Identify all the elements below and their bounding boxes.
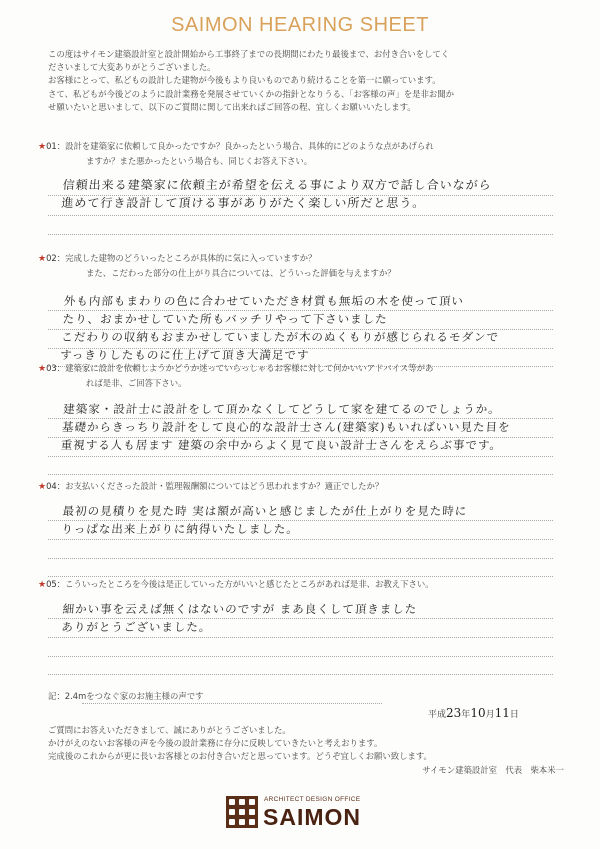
intro-line: お客様にとって、私どもの設計した建物が今後もより良いものであり続けることを第一に願っています。 bbox=[48, 75, 441, 86]
star-icon: ★ bbox=[38, 580, 47, 590]
answer-line: 信頼出来る建築家に依頼主が希望を伝える事により双方で話し合いながら bbox=[62, 178, 493, 192]
ruled-line bbox=[48, 539, 553, 540]
answer-line: こだわりの収納もおまかせしていましたが木のぬくもりが感じられるモダンで bbox=[60, 330, 500, 344]
ruled-line bbox=[48, 558, 553, 559]
date-field bbox=[428, 706, 519, 720]
date-day-label: 日 bbox=[509, 710, 519, 720]
date-day: 11 bbox=[494, 706, 510, 720]
date-month: 10 bbox=[470, 706, 486, 720]
answer-02 bbox=[59, 292, 564, 364]
star-icon: ★ bbox=[38, 142, 47, 152]
signature: サイモン建築設計室 代表 柴本米一 bbox=[422, 764, 564, 775]
answer-line: 進めて行き設計して頂ける事がありがたく楽しい所だと思う。 bbox=[60, 196, 426, 210]
intro-text bbox=[48, 48, 558, 114]
answer-line: 最初の見積りを見た時 実は額が高いと感じましたが仕上がりを見た時に bbox=[62, 504, 468, 518]
ruled-line bbox=[48, 474, 553, 475]
question-number: 02： bbox=[46, 253, 66, 263]
logo-subtitle: ARCHITECT DESIGN OFFICE bbox=[264, 796, 361, 803]
answer-line: 重視する人も居ます 建築の余中からよく見て良い設計士さんをえらぶ事です。 bbox=[60, 438, 503, 452]
ruled-line bbox=[48, 637, 553, 638]
star-icon: ★ bbox=[38, 482, 47, 492]
note-text: 記：2.4mをつなぐ家のお施主様の声です bbox=[48, 691, 204, 701]
answer-line: 細かい事を云えば無くはないのですが まあ良くして頂きました bbox=[62, 602, 418, 616]
intro-line: ださいまして大変ありがとうございました。 bbox=[48, 62, 216, 73]
answer-line: すっきりしたものに仕上げて頂き大満足です bbox=[59, 348, 310, 362]
question-01 bbox=[38, 140, 563, 168]
star-icon: ★ bbox=[38, 364, 47, 374]
question-text: 完成した建物のどういったところが具体的に気に入っていますか？ bbox=[65, 253, 317, 263]
question-text: 設計を建築家に依頼して良かったですか？良かったという場合、具体的にどのような点があげられ bbox=[65, 141, 434, 151]
date-year-label: 年 bbox=[461, 710, 471, 720]
date-era: 平成 bbox=[428, 710, 447, 720]
intro-line: せ願いたいと思いまして、以下のご質問に関して出来ればご回答の程、宜しくお願いいたします。 bbox=[48, 101, 416, 112]
ruled-line bbox=[82, 703, 382, 704]
question-number: 03： bbox=[46, 363, 66, 373]
answer-03 bbox=[60, 400, 564, 454]
closing-text bbox=[48, 724, 568, 777]
question-text: お支払いくださった設計・監理報酬額についてはどう思われますか？適正でしたか？ bbox=[65, 481, 384, 491]
intro-line: この度はサイモン建築設計室と設計開始から工事終了までの長期間にわたり最後まで、お付き合いをしてく bbox=[48, 49, 450, 59]
answer-line: りっぱな出来上がりに納得いたしました。 bbox=[60, 522, 300, 536]
page-title: SAIMON HEARING SHEET bbox=[171, 14, 429, 36]
saimon-logo bbox=[226, 790, 376, 836]
answer-line: 基礎からきっちり設計をして良心的な設計士さん(建築家)もいればいい見た目を bbox=[61, 420, 511, 434]
answer-line: 建築家・設計士に設計をして頂かなくしてどうして家を建てるのでしょうか。 bbox=[62, 402, 502, 416]
answer-line: ありがとうございました。 bbox=[60, 620, 212, 634]
question-02 bbox=[38, 252, 563, 280]
question-05 bbox=[38, 578, 563, 593]
question-number: 01： bbox=[46, 141, 66, 151]
closing-line: かけがえのないお客様の声を今後の設計業務に存分に反映していきたいと考えおります。 bbox=[48, 738, 383, 749]
date-year: 23 bbox=[446, 706, 462, 720]
question-number: 04： bbox=[46, 481, 66, 491]
logo-grid-icon bbox=[226, 796, 258, 828]
question-number: 05： bbox=[46, 579, 66, 589]
ruled-line bbox=[48, 674, 553, 675]
question-text: れば是非、ご回答下さい。 bbox=[86, 377, 187, 388]
ruled-line bbox=[48, 656, 553, 657]
intro-line: さて、私どもが今後どのように設計業務を発展させていくかの指針となりうる、「お客様の声」を是非お聞か bbox=[48, 88, 455, 99]
question-text: また、こだわった部分の仕上がり具合については、どういった評価を与えますか？ bbox=[86, 267, 396, 278]
question-text: こういったところを今後は是正していった方がいいと感じたところがあれば是非、お教え下さい。 bbox=[65, 579, 434, 589]
question-text: ますか？また悪かったという場合も、同じくお答え下さい。 bbox=[86, 155, 313, 166]
closing-line: ご質問にお答えいただきまして、誠にありがとうございました。 bbox=[48, 725, 291, 735]
ruled-line bbox=[48, 576, 553, 577]
answer-line: たり、おまかせしていた所もバッチリやって下さいました bbox=[62, 312, 389, 326]
ruled-line bbox=[48, 215, 553, 216]
answer-05 bbox=[61, 600, 564, 636]
ruled-line bbox=[48, 456, 553, 457]
closing-line: 完成後のこれからが更に長いお客様とのお付き合いだと思っています。どうぞ宜しくお願い致します。 bbox=[48, 751, 432, 762]
answer-01 bbox=[61, 176, 564, 212]
ruled-line bbox=[48, 234, 553, 235]
logo-name: SAIMON bbox=[263, 804, 361, 830]
answer-line: 外も内部もまわりの色に合わせていただき材質も無垢の木を使って頂い bbox=[63, 294, 465, 308]
question-text: 建築家に設計を依頼しようかどうか迷っていらっしゃるお客様に対して何かいいアドバイス等があ bbox=[65, 363, 434, 373]
star-icon: ★ bbox=[38, 254, 47, 264]
answer-04 bbox=[61, 502, 564, 538]
date-month-label: 月 bbox=[485, 710, 495, 720]
question-03 bbox=[38, 362, 563, 390]
question-04 bbox=[38, 480, 563, 495]
